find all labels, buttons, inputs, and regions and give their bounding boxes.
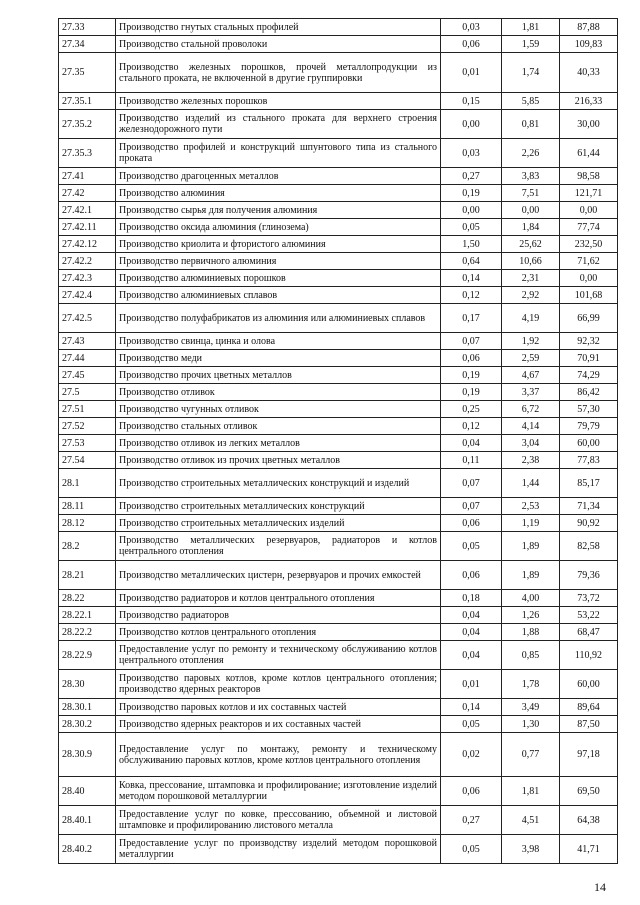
row-code: 27.42.1 [59, 202, 116, 219]
row-value-3: 0,00 [560, 270, 618, 287]
row-code: 28.40 [59, 777, 116, 806]
table-row [59, 110, 618, 139]
table-row [59, 498, 618, 515]
row-value-3: 101,68 [560, 287, 618, 304]
row-code: 28.30.9 [59, 733, 116, 777]
row-code: 27.52 [59, 418, 116, 435]
row-value-3: 41,71 [560, 835, 618, 864]
row-value-2: 5,85 [502, 93, 560, 110]
row-value-1: 0,25 [441, 401, 502, 418]
row-code: 28.21 [59, 561, 116, 590]
row-value-1: 0,06 [441, 350, 502, 367]
table-row [59, 270, 618, 287]
row-value-3: 85,17 [560, 469, 618, 498]
row-value-3: 86,42 [560, 384, 618, 401]
row-value-2: 6,72 [502, 401, 560, 418]
row-value-1: 0,12 [441, 418, 502, 435]
row-value-3: 69,50 [560, 777, 618, 806]
row-code: 27.54 [59, 452, 116, 469]
row-value-3: 74,29 [560, 367, 618, 384]
row-name: Производство стальных отливок [116, 418, 441, 435]
row-value-3: 71,34 [560, 498, 618, 515]
row-value-2: 3,04 [502, 435, 560, 452]
row-value-2: 1,81 [502, 777, 560, 806]
row-value-2: 1,92 [502, 333, 560, 350]
row-value-3: 121,71 [560, 185, 618, 202]
data-table [58, 18, 618, 864]
row-value-2: 2,53 [502, 498, 560, 515]
row-value-3: 87,88 [560, 19, 618, 36]
row-value-3: 97,18 [560, 733, 618, 777]
row-value-3: 110,92 [560, 641, 618, 670]
table-row [59, 515, 618, 532]
row-code: 27.42.3 [59, 270, 116, 287]
table-body [59, 19, 618, 864]
row-code: 28.40.1 [59, 806, 116, 835]
row-value-2: 4,67 [502, 367, 560, 384]
row-value-1: 0,27 [441, 806, 502, 835]
table-row [59, 253, 618, 270]
row-value-2: 2,92 [502, 287, 560, 304]
row-value-1: 0,15 [441, 93, 502, 110]
row-code: 28.2 [59, 532, 116, 561]
row-value-1: 0,00 [441, 202, 502, 219]
row-code: 28.30.2 [59, 716, 116, 733]
table-row [59, 93, 618, 110]
row-code: 27.42.4 [59, 287, 116, 304]
row-value-1: 0,03 [441, 139, 502, 168]
table-row [59, 219, 618, 236]
row-code: 28.12 [59, 515, 116, 532]
row-code: 28.1 [59, 469, 116, 498]
row-value-3: 82,58 [560, 532, 618, 561]
row-value-1: 0,05 [441, 532, 502, 561]
row-name: Производство алюминиевых сплавов [116, 287, 441, 304]
row-name: Производство сырья для получения алюминия [116, 202, 441, 219]
row-name: Предоставление услуг по ремонту и техническому обслуживанию котлов центрального отопления [116, 641, 441, 670]
row-value-2: 1,19 [502, 515, 560, 532]
row-value-2: 4,51 [502, 806, 560, 835]
row-name: Производство профилей и конструкций шпунтового типа из стального проката [116, 139, 441, 168]
table-row [59, 236, 618, 253]
row-value-1: 0,00 [441, 110, 502, 139]
row-value-1: 1,50 [441, 236, 502, 253]
table-row [59, 350, 618, 367]
table-row [59, 590, 618, 607]
row-name: Производство паровых котлов, кроме котлов центрального отопления; производство ядерных реакторов [116, 670, 441, 699]
row-code: 27.35.1 [59, 93, 116, 110]
row-value-1: 0,06 [441, 36, 502, 53]
row-value-1: 0,14 [441, 699, 502, 716]
row-code: 27.34 [59, 36, 116, 53]
row-code: 27.44 [59, 350, 116, 367]
row-value-2: 0,81 [502, 110, 560, 139]
row-value-1: 0,17 [441, 304, 502, 333]
row-value-1: 0,03 [441, 19, 502, 36]
row-name: Производство отливок из прочих цветных металлов [116, 452, 441, 469]
row-value-2: 1,89 [502, 532, 560, 561]
row-value-3: 60,00 [560, 435, 618, 452]
row-code: 27.35.3 [59, 139, 116, 168]
row-code: 27.42 [59, 185, 116, 202]
row-value-1: 0,12 [441, 287, 502, 304]
row-value-1: 0,04 [441, 624, 502, 641]
row-code: 27.33 [59, 19, 116, 36]
row-name: Производство драгоценных металлов [116, 168, 441, 185]
row-code: 27.42.2 [59, 253, 116, 270]
row-code: 28.22.2 [59, 624, 116, 641]
row-value-3: 0,00 [560, 202, 618, 219]
table-row [59, 401, 618, 418]
row-value-1: 0,02 [441, 733, 502, 777]
row-name: Производство радиаторов и котлов центрального отопления [116, 590, 441, 607]
row-value-1: 0,05 [441, 716, 502, 733]
table-row [59, 418, 618, 435]
row-name: Производство отливок [116, 384, 441, 401]
row-value-2: 1,81 [502, 19, 560, 36]
row-value-3: 92,32 [560, 333, 618, 350]
row-name: Производство металлических цистерн, резервуаров и прочих емкостей [116, 561, 441, 590]
row-name: Производство прочих цветных металлов [116, 367, 441, 384]
row-value-1: 0,07 [441, 333, 502, 350]
row-name: Производство алюминия [116, 185, 441, 202]
row-code: 27.41 [59, 168, 116, 185]
row-value-3: 216,33 [560, 93, 618, 110]
row-value-1: 0,01 [441, 53, 502, 93]
row-value-1: 0,18 [441, 590, 502, 607]
table-row [59, 835, 618, 864]
table-row [59, 202, 618, 219]
row-value-2: 0,77 [502, 733, 560, 777]
row-value-3: 68,47 [560, 624, 618, 641]
row-code: 27.45 [59, 367, 116, 384]
row-value-3: 64,38 [560, 806, 618, 835]
row-name: Производство стальной проволоки [116, 36, 441, 53]
table-row [59, 670, 618, 699]
row-value-2: 3,37 [502, 384, 560, 401]
row-value-1: 0,19 [441, 384, 502, 401]
row-value-2: 7,51 [502, 185, 560, 202]
row-value-2: 1,59 [502, 36, 560, 53]
row-name: Производство строительных металлических конструкций и изделий [116, 469, 441, 498]
row-name: Производство строительных металлических изделий [116, 515, 441, 532]
row-code: 27.5 [59, 384, 116, 401]
table-row [59, 641, 618, 670]
row-code: 28.22 [59, 590, 116, 607]
row-value-3: 89,64 [560, 699, 618, 716]
row-value-1: 0,05 [441, 219, 502, 236]
row-code: 27.51 [59, 401, 116, 418]
row-name: Производство изделий из стального проката для верхнего строения железнодорожного пути [116, 110, 441, 139]
table-row [59, 36, 618, 53]
row-value-1: 0,14 [441, 270, 502, 287]
row-name: Производство свинца, цинка и олова [116, 333, 441, 350]
row-value-3: 71,62 [560, 253, 618, 270]
row-name: Производство паровых котлов и их составных частей [116, 699, 441, 716]
table-row [59, 469, 618, 498]
row-value-3: 57,30 [560, 401, 618, 418]
row-value-1: 0,64 [441, 253, 502, 270]
row-value-2: 1,44 [502, 469, 560, 498]
page-number: 14 [594, 880, 606, 894]
row-code: 28.22.9 [59, 641, 116, 670]
row-code: 28.30.1 [59, 699, 116, 716]
row-value-2: 2,59 [502, 350, 560, 367]
row-value-1: 0,06 [441, 561, 502, 590]
row-value-2: 3,49 [502, 699, 560, 716]
row-value-1: 0,05 [441, 835, 502, 864]
row-value-2: 1,84 [502, 219, 560, 236]
row-value-1: 0,07 [441, 498, 502, 515]
row-value-2: 1,78 [502, 670, 560, 699]
row-name: Производство полуфабрикатов из алюминия или алюминиевых сплавов [116, 304, 441, 333]
row-value-2: 1,88 [502, 624, 560, 641]
row-name: Предоставление услуг по ковке, прессованию, объемной и листовой штамповке и профилированию листового металла [116, 806, 441, 835]
row-value-3: 77,74 [560, 219, 618, 236]
row-code: 28.22.1 [59, 607, 116, 624]
row-name: Производство железных порошков, прочей металлопродукции из стального проката, не включенной в другие группировки [116, 53, 441, 93]
row-name: Ковка, прессование, штамповка и профилирование; изготовление изделий методом порошковой металлургии [116, 777, 441, 806]
row-value-2: 3,83 [502, 168, 560, 185]
row-value-2: 4,19 [502, 304, 560, 333]
table-row [59, 139, 618, 168]
row-value-3: 232,50 [560, 236, 618, 253]
row-code: 27.43 [59, 333, 116, 350]
table-row [59, 561, 618, 590]
row-name: Предоставление услуг по монтажу, ремонту и техническому обслуживанию паровых котлов, кроме котлов центрального отопления [116, 733, 441, 777]
table-row [59, 168, 618, 185]
row-value-3: 77,83 [560, 452, 618, 469]
row-value-3: 79,79 [560, 418, 618, 435]
row-name: Производство криолита и фтористого алюминия [116, 236, 441, 253]
table-row [59, 699, 618, 716]
row-name: Производство котлов центрального отопления [116, 624, 441, 641]
row-value-3: 70,91 [560, 350, 618, 367]
table-row [59, 367, 618, 384]
row-value-3: 60,00 [560, 670, 618, 699]
table-row [59, 287, 618, 304]
row-value-2: 0,85 [502, 641, 560, 670]
row-value-1: 0,04 [441, 641, 502, 670]
row-code: 27.42.12 [59, 236, 116, 253]
row-name: Производство железных порошков [116, 93, 441, 110]
row-value-3: 90,92 [560, 515, 618, 532]
row-name: Производство чугунных отливок [116, 401, 441, 418]
row-code: 28.40.2 [59, 835, 116, 864]
row-value-1: 0,07 [441, 469, 502, 498]
row-value-1: 0,01 [441, 670, 502, 699]
table-row [59, 384, 618, 401]
row-name: Производство радиаторов [116, 607, 441, 624]
row-value-1: 0,27 [441, 168, 502, 185]
row-name: Производство гнутых стальных профилей [116, 19, 441, 36]
row-value-2: 0,00 [502, 202, 560, 219]
row-value-2: 25,62 [502, 236, 560, 253]
row-value-3: 79,36 [560, 561, 618, 590]
row-value-2: 2,38 [502, 452, 560, 469]
table-row [59, 185, 618, 202]
table-row [59, 304, 618, 333]
row-name: Производство металлических резервуаров, радиаторов и котлов центрального отопления [116, 532, 441, 561]
row-name: Производство меди [116, 350, 441, 367]
row-value-1: 0,06 [441, 777, 502, 806]
row-code: 28.11 [59, 498, 116, 515]
row-code: 27.42.11 [59, 219, 116, 236]
row-value-2: 3,98 [502, 835, 560, 864]
row-value-3: 61,44 [560, 139, 618, 168]
row-name: Производство первичного алюминия [116, 253, 441, 270]
row-name: Производство строительных металлических конструкций [116, 498, 441, 515]
row-code: 27.53 [59, 435, 116, 452]
row-value-2: 2,26 [502, 139, 560, 168]
row-value-1: 0,04 [441, 435, 502, 452]
row-value-2: 4,14 [502, 418, 560, 435]
row-value-1: 0,11 [441, 452, 502, 469]
row-code: 27.42.5 [59, 304, 116, 333]
row-name: Производство оксида алюминия (глинозема) [116, 219, 441, 236]
row-value-3: 87,50 [560, 716, 618, 733]
row-value-1: 0,19 [441, 367, 502, 384]
table-row [59, 733, 618, 777]
table-row [59, 806, 618, 835]
table-row [59, 53, 618, 93]
table-row [59, 333, 618, 350]
table-row [59, 452, 618, 469]
row-name: Производство отливок из легких металлов [116, 435, 441, 452]
row-value-3: 53,22 [560, 607, 618, 624]
table-row [59, 435, 618, 452]
row-value-1: 0,06 [441, 515, 502, 532]
row-value-2: 4,00 [502, 590, 560, 607]
row-code: 28.30 [59, 670, 116, 699]
table-row [59, 532, 618, 561]
row-value-1: 0,04 [441, 607, 502, 624]
row-value-2: 2,31 [502, 270, 560, 287]
row-value-2: 1,30 [502, 716, 560, 733]
row-name: Производство алюминиевых порошков [116, 270, 441, 287]
table-row [59, 716, 618, 733]
row-value-3: 98,58 [560, 168, 618, 185]
row-value-2: 1,74 [502, 53, 560, 93]
row-value-1: 0,19 [441, 185, 502, 202]
row-value-2: 1,89 [502, 561, 560, 590]
table-row [59, 777, 618, 806]
table-row [59, 624, 618, 641]
row-value-3: 66,99 [560, 304, 618, 333]
row-name: Производство ядерных реакторов и их составных частей [116, 716, 441, 733]
row-value-2: 1,26 [502, 607, 560, 624]
table-row [59, 607, 618, 624]
row-value-3: 30,00 [560, 110, 618, 139]
row-value-2: 10,66 [502, 253, 560, 270]
row-name: Предоставление услуг по производству изделий методом порошковой металлургии [116, 835, 441, 864]
row-code: 27.35.2 [59, 110, 116, 139]
row-value-3: 109,83 [560, 36, 618, 53]
row-code: 27.35 [59, 53, 116, 93]
row-value-3: 73,72 [560, 590, 618, 607]
row-value-3: 40,33 [560, 53, 618, 93]
table-row [59, 19, 618, 36]
